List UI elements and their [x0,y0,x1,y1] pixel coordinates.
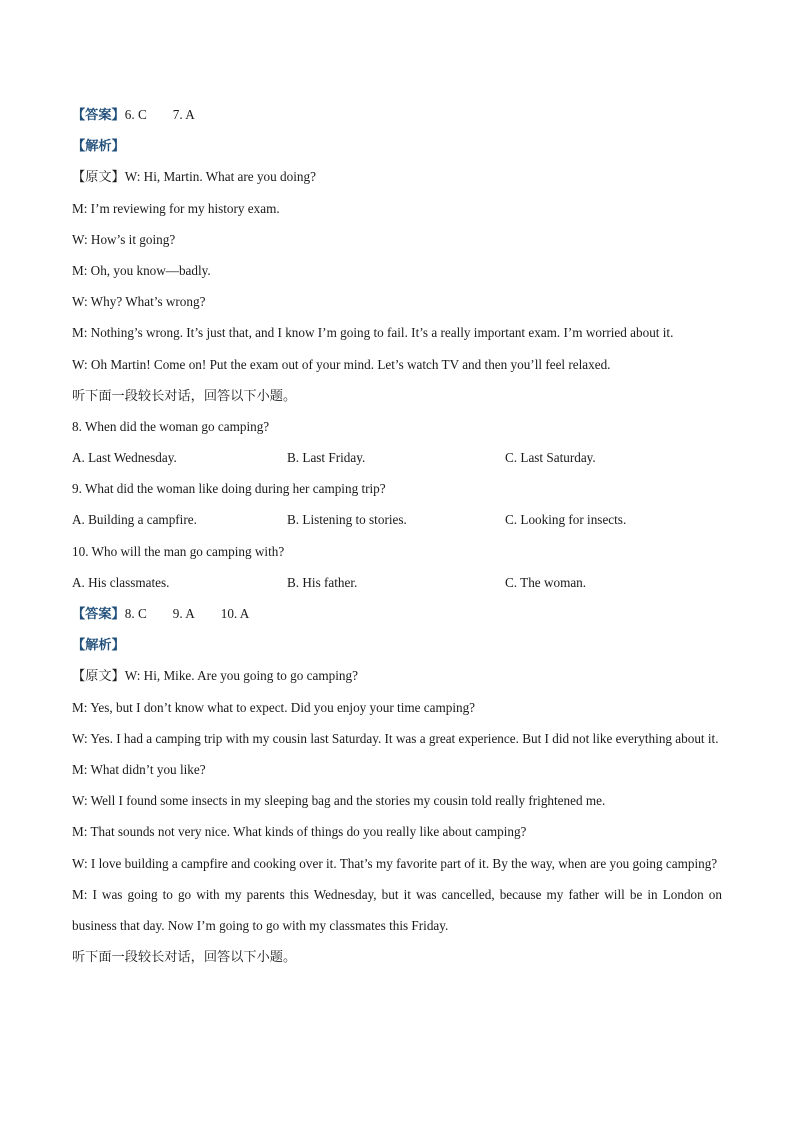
transcript-line: M: Nothing’s wrong. It’s just that, and I know I’m going to fail. It’s a really important exam. I’m worried about it. [72,325,674,341]
option-b: B. Listening to stories. [287,512,407,528]
answer-line-1 [72,99,722,130]
analysis-heading-2: 【解析】 [72,637,125,653]
transcript-line: W: Well I found some insects in my sleeping bag and the stories my cousin told really frightened me. [72,793,606,809]
answer-item: 6. C [124,107,147,122]
options-9 [72,504,722,535]
option-b: B. His father. [287,574,358,590]
answer-item: 8. C [124,606,147,621]
analysis-heading-1: 【解析】 [72,138,125,154]
transcript-line: W: How’s it going? [72,231,176,247]
transcript-line: W: I love building a campfire and cooking over it. That’s my favorite part of it. By the way, when are you going camping? [72,855,718,871]
option-c: C. Last Saturday. [505,450,596,466]
answer-tag: 【答案】 [72,606,125,621]
question-10: 10. Who will the man go camping with? [72,543,285,559]
option-c: C. The woman. [505,574,587,590]
question-8: 8. When did the woman go camping? [72,418,270,434]
answer-item: 9. A [172,606,195,621]
document-page [72,99,722,972]
option-a: A. His classmates. [72,574,170,590]
transcript-line: 【原文】W: Hi, Mike. Are you going to go camping? [72,668,358,684]
transcript-line: 【原文】W: Hi, Martin. What are you doing? [72,169,316,185]
option-a: A. Building a campfire. [72,512,197,528]
option-a: A. Last Wednesday. [72,450,177,466]
transcript-line: M: Oh, you know—badly. [72,262,211,278]
transcript-line: M: That sounds not very nice. What kinds of things do you really like about camping? [72,824,527,840]
original-tag: 【原文】 [72,668,125,684]
question-9: 9. What did the woman like doing during her camping trip? [72,481,386,497]
answer-tag: 【答案】 [72,107,125,122]
instruction-line: 听下面一段较长对话，回答以下小题。 [72,949,297,965]
transcript-line: M: I’m reviewing for my history exam. [72,200,280,216]
answer-item: 7. A [172,107,195,122]
transcript-line: M: What didn’t you like? [72,761,206,777]
transcript-line: M: Yes, but I don’t know what to expect. Did you enjoy your time camping? [72,699,476,715]
option-c: C. Looking for insects. [505,512,627,528]
options-10 [72,567,722,598]
analysis-tag: 解析 [85,637,112,653]
answer-line-2 [72,598,722,629]
transcript-line: M: I was going to go with my parents this Wednesday, but it was cancelled, because my father will be in London on business that day. Now I’m going to go with my classmates this Friday. [72,886,722,933]
transcript-line: W: Yes. I had a camping trip with my cousin last Saturday. It was a great experience. But I did not like everything about it. [72,730,719,746]
answer-item: 10. A [220,606,250,621]
options-8 [72,442,722,473]
instruction-line: 听下面一段较长对话，回答以下小题。 [72,387,297,403]
analysis-tag: 解析 [85,138,112,154]
transcript-line: W: Why? What’s wrong? [72,294,206,310]
original-tag: 【原文】 [72,169,125,185]
option-b: B. Last Friday. [287,450,366,466]
transcript-line: W: Oh Martin! Come on! Put the exam out of your mind. Let’s watch TV and then you’ll feel relaxed. [72,356,611,372]
